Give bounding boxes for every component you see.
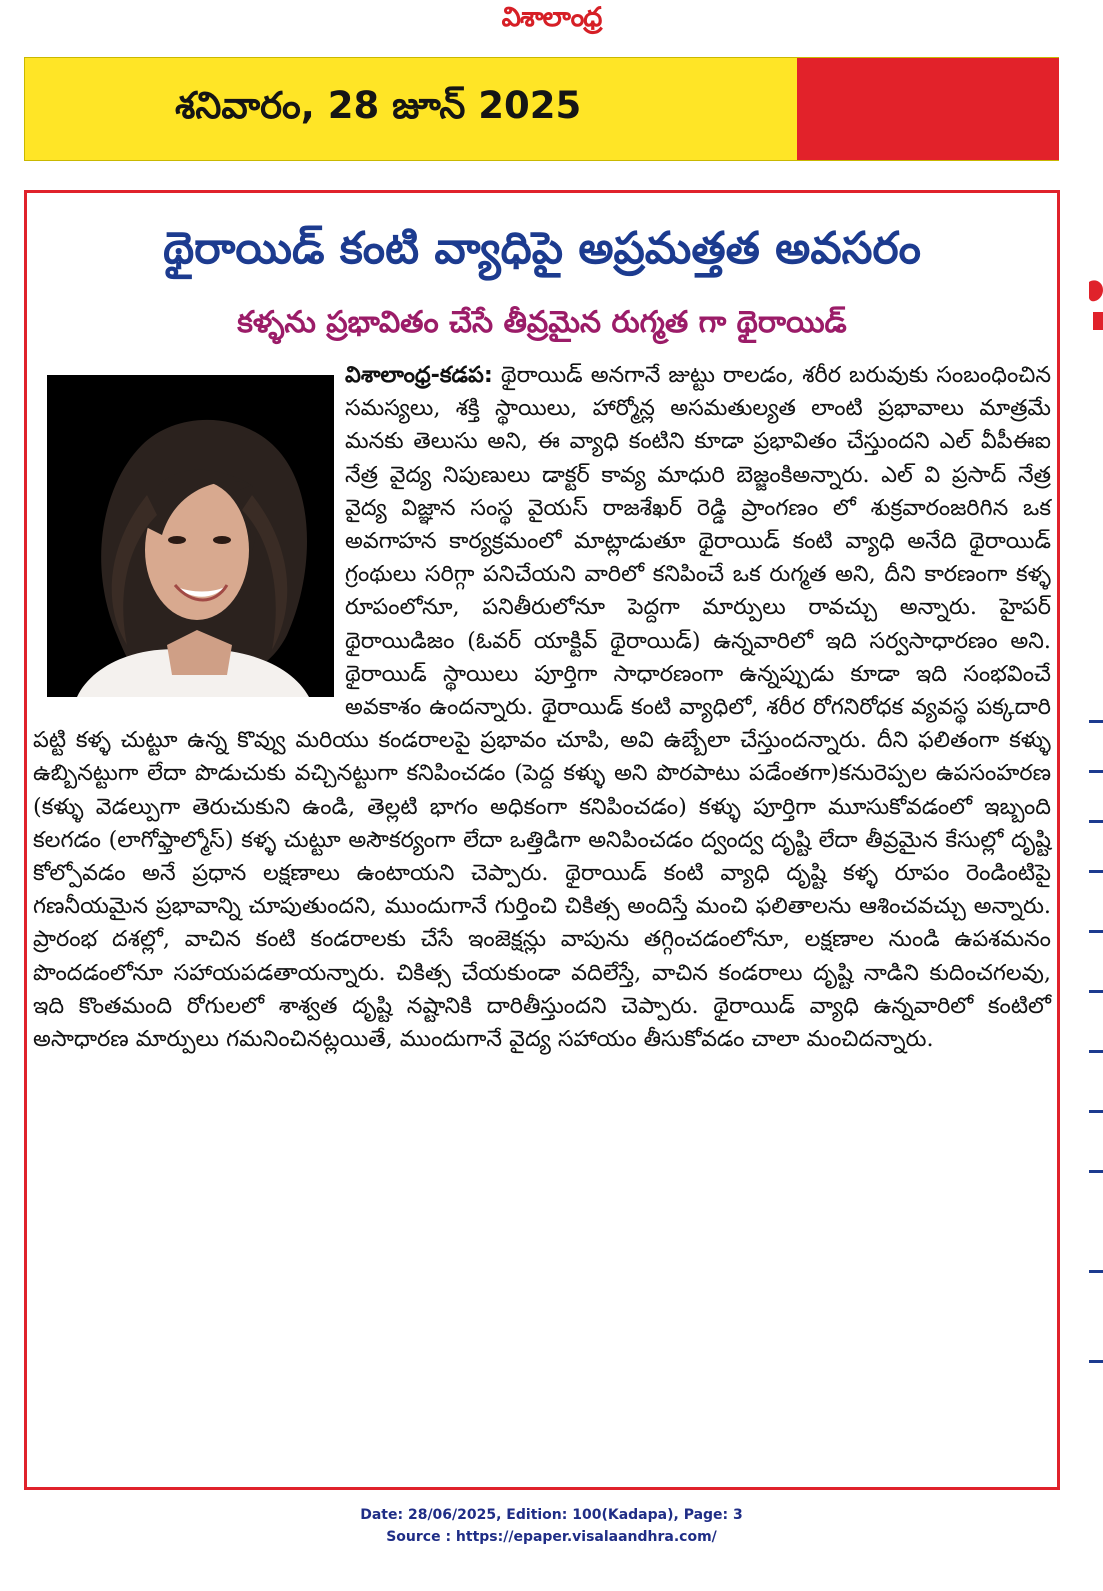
footer-edition-info: Date: 28/06/2025, Edition: 100(Kadapa), Page: 3 [360, 1507, 743, 1523]
newspaper-logo: విశాలాంధ్ర [501, 2, 602, 33]
adjacent-article-edge [1079, 250, 1103, 1430]
date-band-red [797, 58, 1059, 160]
date-band [24, 57, 1059, 161]
article-headline: థైరాయిడ్ కంటి వ్యాధిపై అప్రమత్తత అవసరం [163, 223, 921, 274]
article-box [24, 190, 1060, 1490]
photo-spacer [33, 359, 345, 693]
adjacent-article-marks [1079, 250, 1103, 1430]
article-dateline: విశాలాంధ్ర-కడప: [345, 362, 493, 388]
article-subheadline: కళ్ళను ప్రభావితం చేసే తీవ్రమైన రుగ్మత గా థైరాయిడ్ [237, 305, 847, 340]
page-footer [0, 1504, 1103, 1548]
masthead [0, 0, 1103, 44]
edition-date: శనివారం, 28 జూన్ 2025 [175, 84, 582, 127]
article-text: థైరాయిడ్ అనగానే జుట్టు రాలడం, శరీర బరువుకు సంబంధించిన సమస్యలు, శక్తి స్థాయిలు, హార్మోన్ల అసమతుల్యత లాంటి ప్రభావాలు మాత్రమే మనకు తెలుసు అని, ఈ వ్యాధి కంటిని కూడా ప్రభావితం చేస్తుందని ఎల్ వీపీఈఐ నేత్ర వైద్య నిపుణులు డాక్టర్ కావ్య మాధురి బెజ్జంకిఅన్నారు. ఎల్ వి ప్రసాద్ నేత్ర వైద్య విజ్ఞాన సంస్థ వైయస్ రాజశేఖర్ రెడ్డి ప్రాంగణం లో శుక్రవారంజరిగిన ఒక అవగాహన కార్యక్రమంలో మాట్లాడుతూ థైరాయిడ్ కంటి వ్యాధి అనేది థైరాయిడ్ గ్రంథులు సరిగ్గా పనిచేయని వారిలో కనిపించే ఒక రుగ్మత అని, దీని కారణంగా కళ్ళ రూపంలోనూ, పనితీరులోనూ పెద్దగా మార్పులు రావచ్చు అన్నారు. హైపర్ థైరాయిడిజం (ఓవర్ యాక్టివ్ థైరాయిడ్) ఉన్నవారిలో ఇది సర్వసాధారణం అని. థైరాయిడ్ స్థాయిలు పూర్తిగా సాధారణంగా ఉన్నప్పుడు కూడా ఇది సంభవించే అవకాశం ఉందన్నారు. థైరాయిడ్ కంటి వ్యాధిలో, శరీర రోగనిరోధక వ్యవస్థ పక్కదారి పట్టి కళ్ళ చుట్టూ ఉన్న కొవ్వు మరియు కండరాలపై ప్రభావం చూపి, అవి ఉబ్బేలా చేస్తుందన్నారు. దీని ఫలితంగా కళ్ళు ఉబ్బినట్టుగా లేదా పొడుచుకు వచ్చినట్టుగా కనిపించడం (పెద్ద కళ్ళు అని పొరపాటు పడేంతగా)కనురెప్పల ఉపసంహరణ (కళ్ళు వెడల్పుగా తెరుచుకుని ఉండి, తెల్లటి భాగం అధికంగా కనిపించడం) కళ్ళు పూర్తిగా మూసుకోవడంలో ఇబ్బంది కలగడం (లాగోఫ్తాల్మోస్) కళ్ళ చుట్టూ అసౌకర్యంగా లేదా ఒత్తిడిగా అనిపించడం ద్వంద్వ దృష్టి లేదా తీవ్రమైన కేసుల్లో దృష్టి కోల్పోవడం అనే ప్రధాన లక్షణాలు ఉంటాయని చెప్పారు. థైరాయిడ్ కంటి వ్యాధి దృష్టి కళ్ళ రూపం రెండింటిపై గణనీయమైన ప్రభావాన్ని చూపుతుందని, ముందుగానే గుర్తించి చికిత్స అందిస్తే మంచి ఫలితాలను ఆశించవచ్చు అన్నారు. ప్రారంభ దశల్లో, వాచిన కంటి కండరాలకు చేసే ఇంజెక్షన్లు వాపును తగ్గించడంలోనూ, లక్షణాల నుండి ఉపశమనం పొందడంలోనూ సహాయపడతాయన్నారు. చికిత్స చేయకుండా వదిలేస్తే, వాచిన కండరాలు దృష్టి నాడిని కుదించగలవు, ఇది కొంతమంది రోగులలో శాశ్వత దృష్టి నష్టానికి దారితీస్తుందని చెప్పారు. థైరాయిడ్ వ్యాధి ఉన్నవారిలో కంటిలో అసాధారణ మార్పులు గమనించినట్లయితే, ముందుగానే వైద్య సహాయం తీసుకోవడం చాలా మంచిదన్నారు. [33, 362, 1051, 1053]
article-body [33, 359, 1051, 1056]
footer-source-link[interactable]: Source : https://epaper.visalaandhra.com/ [386, 1529, 717, 1545]
